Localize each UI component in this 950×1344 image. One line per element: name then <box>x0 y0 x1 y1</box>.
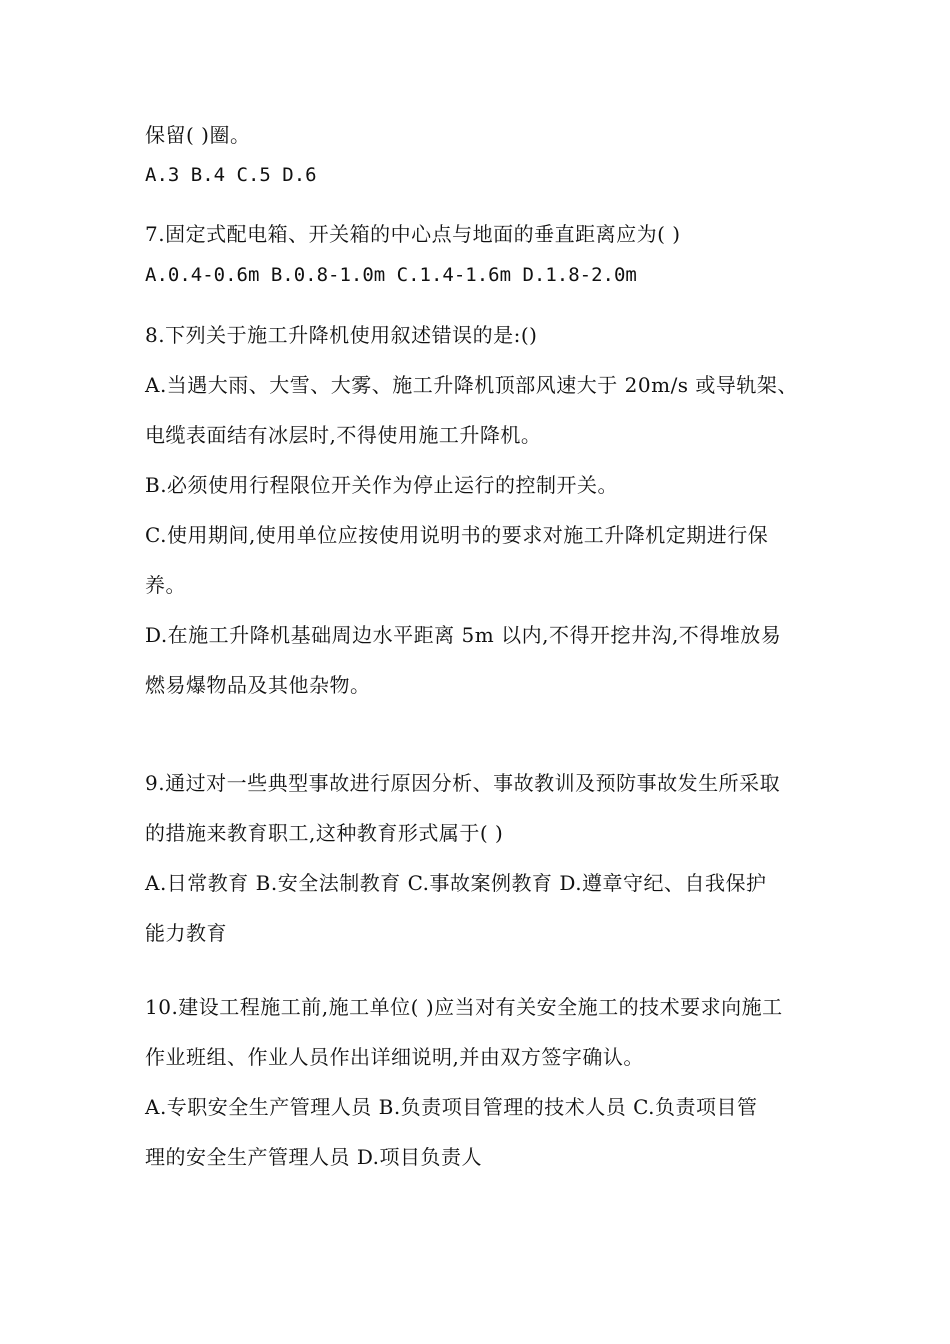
text-line: 能力教育 <box>145 921 227 945</box>
question-8: 8.下列关于施工升降机使用叙述错误的是:() <box>145 323 538 347</box>
question-7: 7.固定式配电箱、开关箱的中心点与地面的垂直距离应为( ) <box>145 222 681 246</box>
text-line: A.当遇大雨、大雪、大雾、施工升降机顶部风速大于 20m/s 或导轨架、 <box>145 373 798 397</box>
question-10: 10.建设工程施工前,施工单位( )应当对有关安全施工的技术要求向施工 <box>145 995 783 1019</box>
text-line: 的措施来教育职工,这种教育形式属于( ) <box>145 821 504 845</box>
options-line-q7: A.0.4-0.6m B.0.8-1.0m C.1.4-1.6m D.1.8-2.0m <box>145 264 637 286</box>
text-line: 养。 <box>145 573 186 597</box>
text-line: D.在施工升降机基础周边水平距离 5m 以内,不得开挖井沟,不得堆放易 <box>145 623 782 647</box>
options-line-q10: A.专职安全生产管理人员 B.负责项目管理的技术人员 C.负责项目管 <box>145 1095 758 1119</box>
options-line-q9: A.日常教育 B.安全法制教育 C.事故案例教育 D.遵章守纪、自我保护 <box>145 871 767 895</box>
options-line-q6: A.3 B.4 C.5 D.6 <box>145 164 317 186</box>
text-line: 燃易爆物品及其他杂物。 <box>145 673 371 697</box>
text-line: B.必须使用行程限位开关作为停止运行的控制开关。 <box>145 473 619 497</box>
question-9: 9.通过对一些典型事故进行原因分析、事故教训及预防事故发生所采取 <box>145 771 781 795</box>
text-line: 保留( )圈。 <box>145 123 251 147</box>
text-line: C.使用期间,使用单位应按使用说明书的要求对施工升降机定期进行保 <box>145 523 769 547</box>
text-line: 作业班组、作业人员作出详细说明,并由双方签字确认。 <box>145 1045 644 1069</box>
text-line: 电缆表面结有冰层时,不得使用施工升降机。 <box>145 423 542 447</box>
text-line: 理的安全生产管理人员 D.项目负责人 <box>145 1145 483 1169</box>
